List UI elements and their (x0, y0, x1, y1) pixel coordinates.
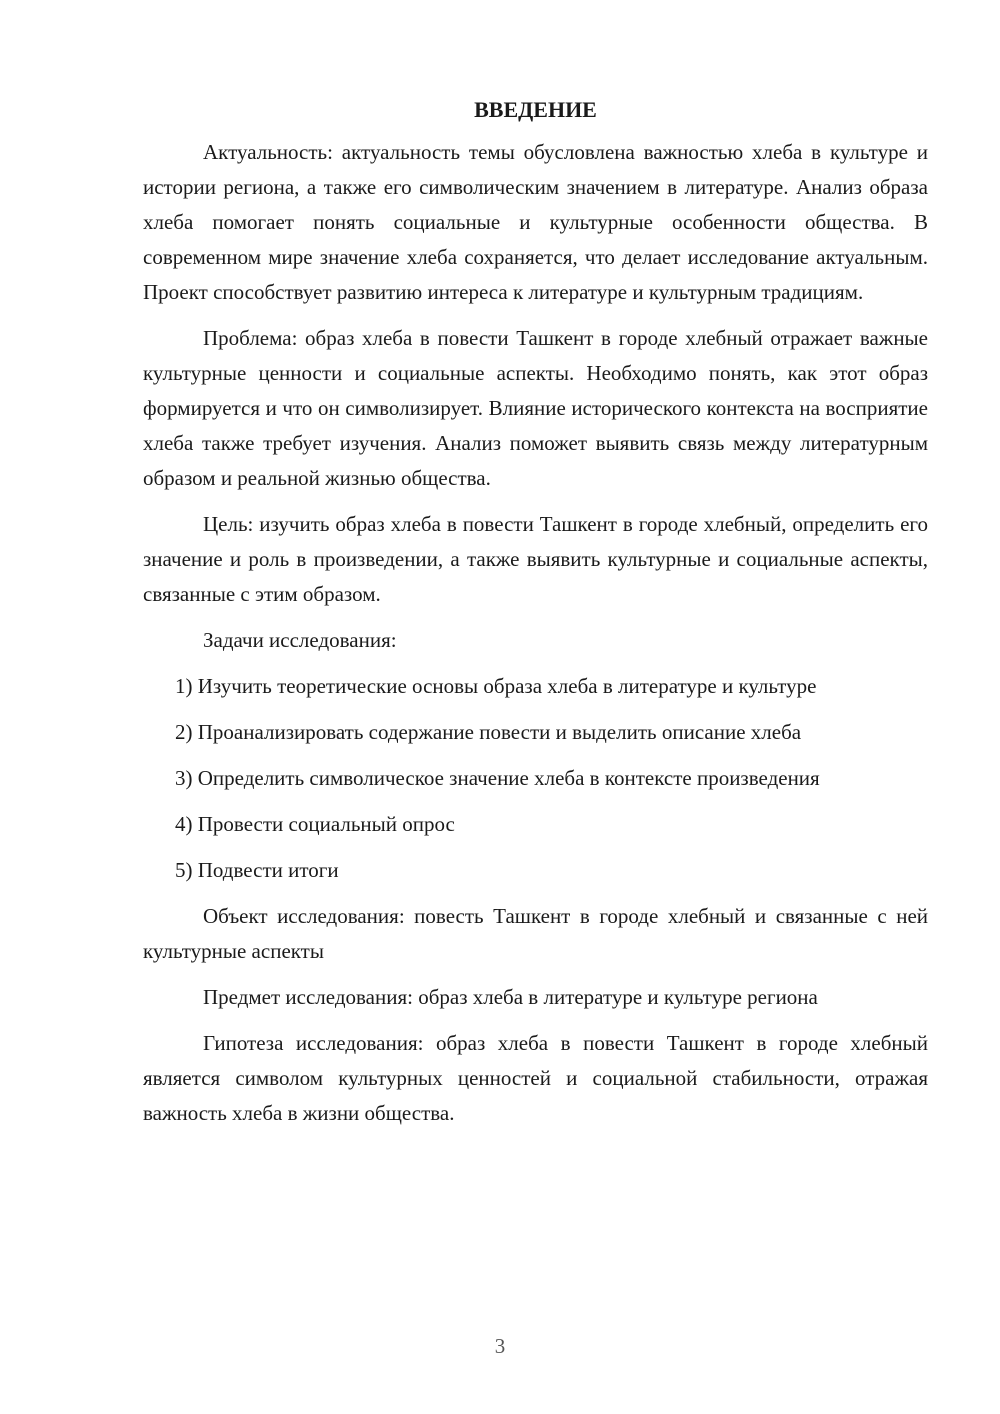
task-item: 3) Определить символическое значение хлеба в контексте произведения (175, 766, 820, 790)
section-title: ВВЕДЕНИЕ (474, 97, 597, 122)
goal-paragraph: Цель: изучить образ хлеба в повести Ташкент в городе хлебный, определить его значение и роль в произведении, а также выявить культурные и социальные аспекты, связанные с этим образом. (143, 512, 928, 606)
relevance-paragraph: Актуальность: актуальность темы обусловлена важностью хлеба в культуре и истории региона, а также его символическим значением в литературе. Анализ образа хлеба помогает понять социальные и культурные особенности общества. В современном мире значение хлеба сохраняется, что делает исследование актуальным. Проект способствует развитию интереса к литературе и культурным традициям. (143, 140, 928, 304)
task-item: 5) Подвести итоги (175, 858, 339, 882)
problem-paragraph: Проблема: образ хлеба в повести Ташкент в городе хлебный отражает важные культурные ценности и социальные аспекты. Необходимо понять, как этот образ формируется и что он символизирует. Влияние исторического контекста на восприятие хлеба также требует изучения. Анализ поможет выявить связь между литературным образом и реальной жизнью общества. (143, 326, 928, 490)
task-item: 1) Изучить теоретические основы образа хлеба в литературе и культуре (175, 674, 817, 698)
tasks-heading: Задачи исследования: (203, 628, 397, 652)
tasks-list (143, 669, 928, 888)
task-item: 4) Провести социальный опрос (175, 812, 455, 836)
page-number: 3 (494, 1334, 506, 1358)
research-subject-paragraph: Предмет исследования: образ хлеба в литературе и культуре региона (203, 985, 818, 1009)
research-object-paragraph: Объект исследования: повесть Ташкент в городе хлебный и связанные с ней культурные аспекты (143, 904, 928, 963)
task-item: 2) Проанализировать содержание повести и выделить описание хлеба (175, 720, 802, 744)
document-page (143, 95, 928, 1142)
hypothesis-paragraph: Гипотеза исследования: образ хлеба в повести Ташкент в городе хлебный является символом культурных ценностей и социальной стабильности, отражая важность хлеба в жизни общества. (143, 1031, 928, 1125)
